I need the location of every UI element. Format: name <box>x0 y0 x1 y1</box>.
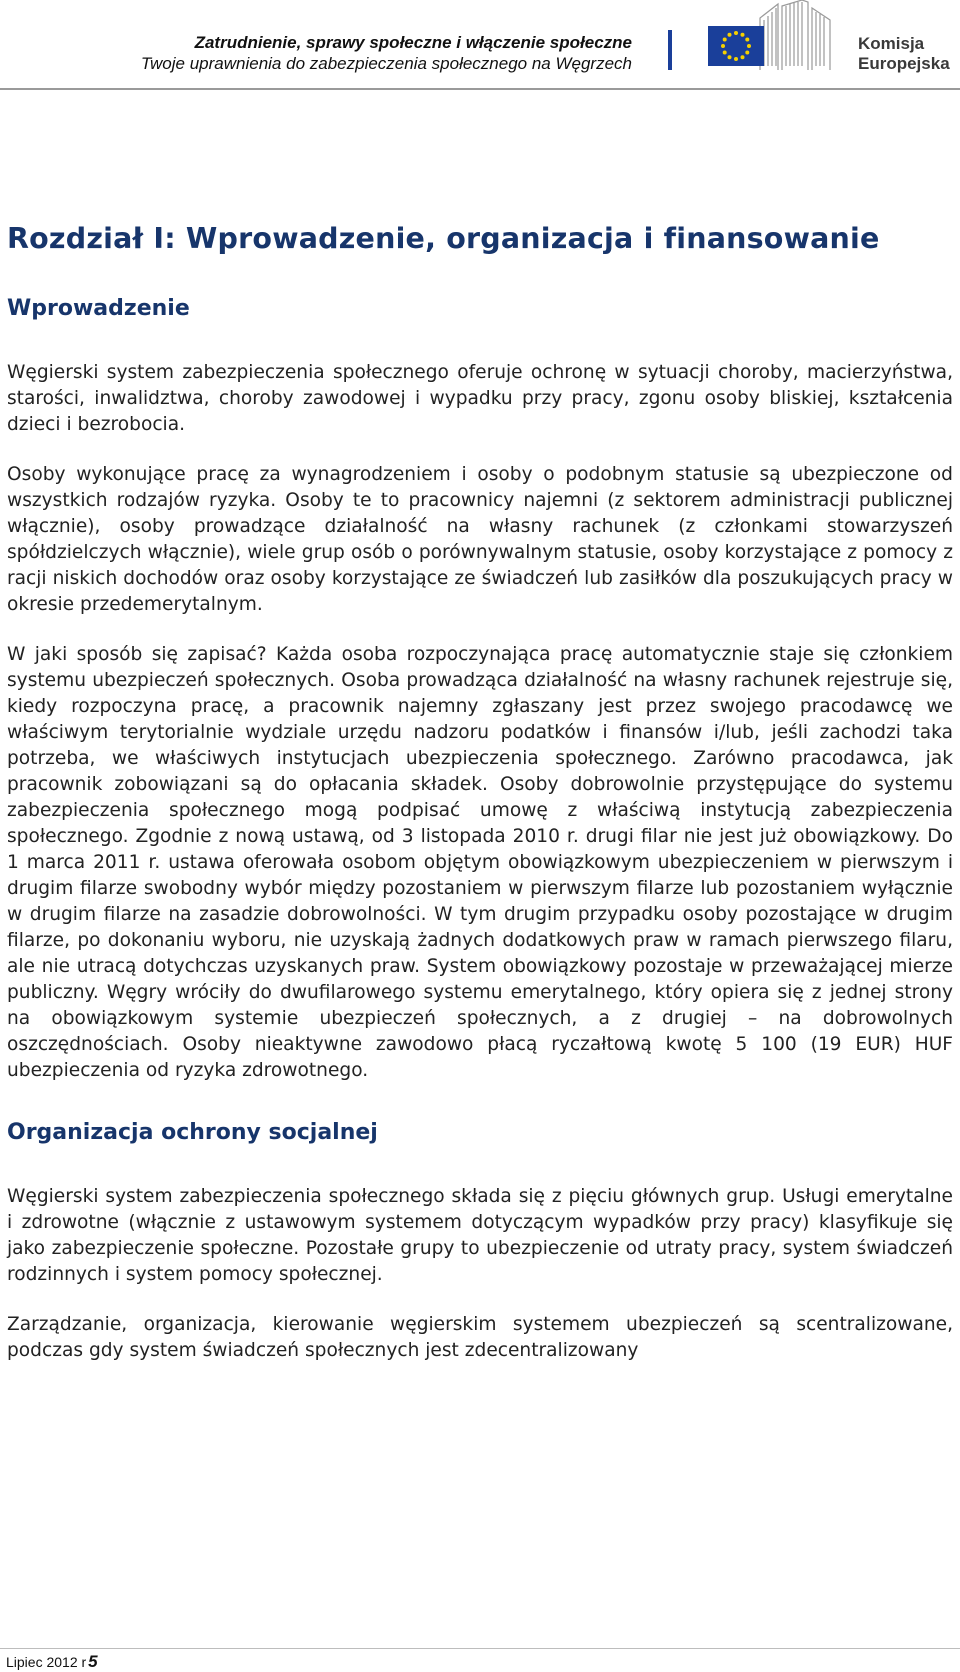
header-rule <box>0 88 960 90</box>
footer-date: Lipiec 2012 r <box>6 1654 87 1670</box>
section-heading-introduction: Wprowadzenie <box>7 296 190 321</box>
page-footer <box>6 1652 98 1672</box>
paragraph: Zarządzanie, organizacja, kierowanie węgierskim systemem ubezpieczeń są scentralizowane, podczas gdy system świadczeń społecznych jest zdecentralizowany <box>7 1314 953 1361</box>
paragraph: Węgierski system zabezpieczenia społecznego oferuje ochronę w sytuacji choroby, macierzyństwa, starości, inwalidztwa, choroby zawodowej i wypadku przy pracy, zgonu osoby bliskiej, kształcenia dzieci i bezrobocia. <box>7 362 953 435</box>
header-divider <box>668 30 672 70</box>
building-icon <box>760 0 830 70</box>
logo-line-1: Komisja <box>858 34 925 53</box>
section-heading-organization: Organizacja ochrony socjalnej <box>7 1120 378 1145</box>
header-department: Zatrudnienie, sprawy społeczne i włączenie społeczne <box>194 33 632 52</box>
paragraph: Osoby wykonujące pracę za wynagrodzeniem i osoby o podobnym statusie są ubezpieczone od wszystkich rodzajów ryzyka. Osoby te to pracownicy najemni (z sektorem administracji publicznej włącznie), osoby prowadzące działalność na własny rachunek (z członkami stowarzyszeń spółdzielczych włącznie), wiele grup osób o porównywalnym statusie, osoby korzystające z pomocy z racji niskich dochodów oraz osoby korzystające ze świadczeń lub zasiłków dla poszukujących pracy w okresie przedemerytalnym. <box>7 464 953 615</box>
eu-flag-icon <box>708 26 764 66</box>
chapter-title: Rozdział I: Wprowadzenie, organizacja i finansowanie <box>7 222 880 255</box>
paragraph: Węgierski system zabezpieczenia społecznego składa się z pięciu głównych grup. Usługi emerytalne i zdrowotne (włącznie z ustawowym systemem dotyczącym wypadków przy pracy) klasyfikuje się jako zabezpieczenie społeczne. Pozostałe grupy to ubezpieczenie od utraty pracy, system świadczeń rodzinnych i system pomocy społecznej. <box>7 1186 953 1285</box>
logo-line-2: Europejska <box>858 54 950 73</box>
page-number: 5 <box>88 1652 98 1671</box>
document-body <box>7 220 953 1364</box>
header-text <box>141 32 632 74</box>
logo-wordmark <box>858 34 950 74</box>
footer-rule <box>0 1648 960 1649</box>
paragraph: W jaki sposób się zapisać? Każda osoba rozpoczynająca pracę automatycznie staje się członkiem systemu ubezpieczeń społecznych. Osoba prowadząca działalność na własny rachunek rejestruje się, kiedy rozpoczyna pracę, a pracownik najemny zgłaszany jest przez swojego pracodawcę we właściwym terytorialnie wydziale urzędu nadzoru podatków i finansów i/lub, jeśli zachodzi taka potrzeba, we właściwych instytucjach ubezpieczenia społecznego. Zarówno pracodawca, jak pracownik zobowiązani są do opłacania składek. Osoby dobrowolnie przystępujące do systemu zabezpieczenia społecznego mogą podpisać umowę z właściwą instytucją zabezpieczenia społecznego. Zgodnie z nową ustawą, od 3 listopada 2010 r. drugi filar nie jest już obowiązkowy. Do 1 marca 2011 r. ustawa oferowała osobom objętym obowiązkowym ubezpieczeniem w pierwszym i drugim filarze swobodny wybór między pozostaniem w pierwszym filarze lub pozostaniem wyłącznie w drugim filarze na zasadzie dobrowolności. W tym drugim przypadku osoby pozostające w drugim filarze, po dokonaniu wyboru, nie uzyskają żadnych dodatkowych praw w ramach pierwszego filaru, ale nie utracą dotychczas uzyskanych praw. System obowiązkowy pozostaje w przeważającej mierze publiczny. Węgry wróciły do dwufilarowego systemu emerytalnego, który opiera się z jednej strony na obowiązkowym systemie ubezpieczeń społecznych, a z drugiej – na dobrowolnych oszczędnościach. Osoby nieaktywne zawodowo płacą ryczałtową kwotę 5 100 (19 EUR) HUF ubezpieczenia od ryzyka zdrowotnego. <box>7 644 953 1081</box>
page-header <box>0 0 960 90</box>
header-subtitle: Twoje uprawnienia do zabezpieczenia społecznego na Węgrzech <box>140 54 632 73</box>
